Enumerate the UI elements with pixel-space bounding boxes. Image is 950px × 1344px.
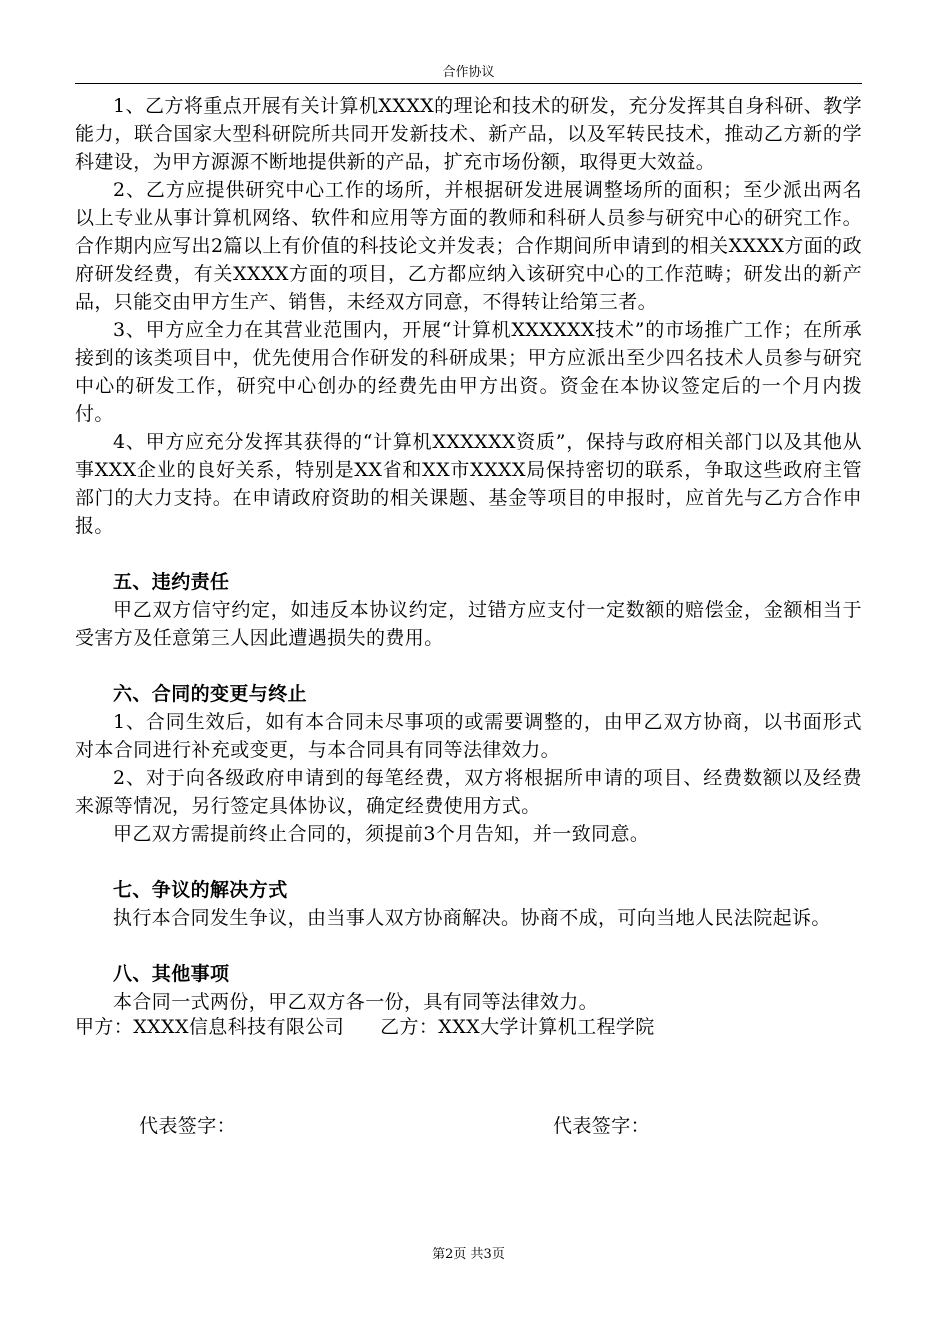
section-heading-breach: 五、违约责任 (113, 571, 230, 593)
section-heading-dispute: 七、争议的解决方式 (113, 879, 288, 901)
section-heading-other: 八、其他事项 (113, 963, 230, 985)
spacer (75, 652, 862, 680)
spacer (75, 932, 862, 960)
clause-2: 2、乙方应提供研究中心工作的场所，并根据研发进展调整场所的面积；至少派出两名以上专业从事计算机网络、软件和应用等方面的教师和科研人员参与研究中心的研究工作。合作期内应写出2篇以上有价值的科技论文并发表；合作期间所申请到的相关XXXX方面的政府研发经费，有关XXXX方面的项目，乙方都应纳入该研究中心的工作范畴；研发出的新产品，只能交由甲方生产、销售，未经双方同意，不得转让给第三者。 (75, 179, 862, 313)
clause-1: 1、乙方将重点开展有关计算机XXXX的理论和技术的研发，充分发挥其自身科研、教学能力，联合国家大型科研院所共同开发新技术、新产品，以及军转民技术，推动乙方新的学科建设，为甲方源源不断地提供新的产品，扩充市场份额，取得更大效益。 (75, 95, 862, 173)
clause-4: 4、甲方应充分发挥其获得的“计算机XXXXXX资质”，保持与政府相关部门以及其他从事XXX企业的良好关系，特别是XX省和XX市XXXX局保持密切的联系，争取这些政府主管部门的大力支持。在申请政府资助的相关课题、基金等项目的申报时，应首先与乙方合作申报。 (75, 431, 862, 537)
section-change-p2: 2、对于向各级政府申请到的每笔经费，双方将根据所申请的项目、经费数额以及经费来源等情况，另行签定具体协议，确定经费使用方式。 (75, 767, 862, 817)
page-header: 合作协议 (442, 65, 495, 80)
header-divider (75, 83, 862, 84)
section-other-body: 本合同一式两份，甲乙双方各一份，具有同等法律效力。 (113, 991, 599, 1013)
party-b: 乙方：XXX大学计算机工程学院 (380, 1016, 655, 1038)
page-footer: 第2页 共3页 (432, 1247, 505, 1262)
section-change-p1: 1、合同生效后，如有本合同未尽事项的或需要调整的，由甲乙双方协商，以书面形式对本合同进行补充或变更，与本合同具有同等法律效力。 (75, 711, 862, 761)
signature-label-a: 代表签字： (139, 1115, 237, 1137)
parties-line (75, 1013, 862, 1041)
spacer (75, 848, 862, 876)
party-a: 甲方：XXXX信息科技有限公司 (75, 1016, 345, 1038)
section-dispute-body: 执行本合同发生争议，由当事人双方协商解决。协商不成，可向当地人民法院起诉。 (113, 907, 831, 929)
document-body (75, 92, 862, 1016)
section-breach-body: 甲乙双方信守约定，如违反本协议约定，过错方应支付一定数额的赔偿金，金额相当于受害方及任意第三人因此遭遇损失的费用。 (75, 599, 862, 649)
section-change-p3: 甲乙双方需提前终止合同的，须提前3个月告知，并一致同意。 (113, 823, 650, 845)
spacer (75, 540, 862, 568)
clause-3: 3、甲方应全力在其营业范围内，开展“计算机XXXXXX技术”的市场推广工作；在所承接到的该类项目中，优先使用合作研发的科研成果；甲方应派出至少四名技术人员参与研究中心的研发工作，研究中心创办的经费先由甲方出资。资金在本协议签定后的一个月内拨付。 (75, 319, 862, 425)
section-heading-change: 六、合同的变更与终止 (113, 683, 308, 705)
signature-label-b: 代表签字： (553, 1115, 651, 1137)
